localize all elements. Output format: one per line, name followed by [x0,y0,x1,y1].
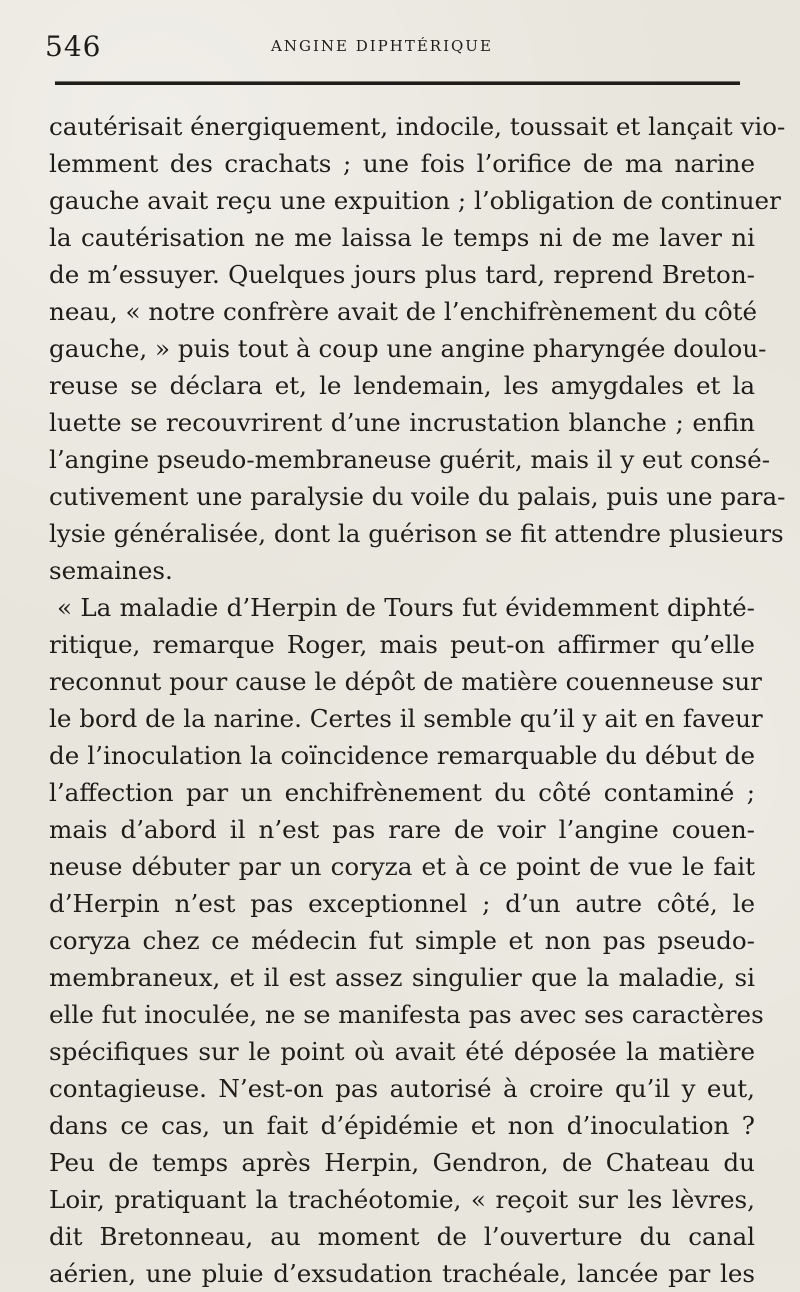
text-line: luette se recouvrirent d’une incrustation blanche ; enfin [49,408,755,437]
text-line: l’affection par un enchifrènement du côté contaminé ; [49,778,755,807]
text-line: reuse se déclara et, le lendemain, les amygdales et la [49,371,755,400]
text-line: mais d’abord il n’est pas rare de voir l’angine couen- [49,815,755,844]
text-line: « La maladie d’Herpin de Tours fut évidemment diphté- [57,593,755,622]
text-line: contagieuse. N’est-on pas autorisé à croire qu’il y eut, [49,1074,755,1103]
running-title: ANGINE DIPHTÉRIQUE [271,37,493,55]
text-line: semaines. [49,556,173,585]
text-line: lemment des crachats ; une fois l’orifice de ma narine [49,149,755,178]
body-text [49,108,786,1292]
text-line: de l’inoculation la coïncidence remarquable du début de [49,741,755,770]
text-line: de m’essuyer. Quelques jours plus tard, reprend Breton- [49,260,755,289]
page-header [45,30,745,63]
text-line: cutivement une paralysie du voile du palais, puis une para- [49,482,786,511]
text-line: la cautérisation ne me laissa le temps ni de me laver ni [49,223,755,252]
text-line: Loir, pratiquant la trachéotomie, « reçoit sur les lèvres, [49,1185,755,1214]
text-line: d’Herpin n’est pas exceptionnel ; d’un autre côté, le [49,889,755,918]
text-line: spécifiques sur le point où avait été déposée la matière [49,1037,755,1066]
header-rule [55,82,740,85]
text-line: neau, « notre confrère avait de l’enchifrènement du côté [49,297,758,326]
text-line: gauche avait reçu une expuition ; l’obligation de continuer [49,186,781,215]
text-line: aérien, une pluie d’exsudation trachéale, lancée par les [49,1259,755,1288]
text-line: Peu de temps après Herpin, Gendron, de Chateau du [49,1148,755,1177]
text-line: le bord de la narine. Certes il semble qu’il y ait en faveur [49,704,763,733]
page-number: 546 [45,30,102,63]
text-line: lysie généralisée, dont la guérison se fit attendre plusieurs [49,519,784,548]
text-line: membraneux, et il est assez singulier que la maladie, si [49,963,755,992]
text-line: dit Bretonneau, au moment de l’ouverture du canal [49,1222,755,1251]
text-line: cautérisait énergiquement, indocile, toussait et lançait vio- [49,112,786,141]
text-line: ritique, remarque Roger, mais peut-on affirmer qu’elle [49,630,755,659]
text-line: coryza chez ce médecin fut simple et non pas pseudo- [49,926,755,955]
text-line: neuse débuter par un coryza et à ce point de vue le fait [49,852,755,881]
text-line: gauche, » puis tout à coup une angine pharyngée doulou- [49,334,767,363]
text-line: elle fut inoculée, ne se manifesta pas avec ses caractères [49,1000,764,1029]
text-line: dans ce cas, un fait d’épidémie et non d’inoculation ? [49,1111,755,1140]
text-line: reconnut pour cause le dépôt de matière couenneuse sur [49,667,762,696]
text-line: l’angine pseudo-membraneuse guérit, mais il y eut consé- [49,445,771,474]
